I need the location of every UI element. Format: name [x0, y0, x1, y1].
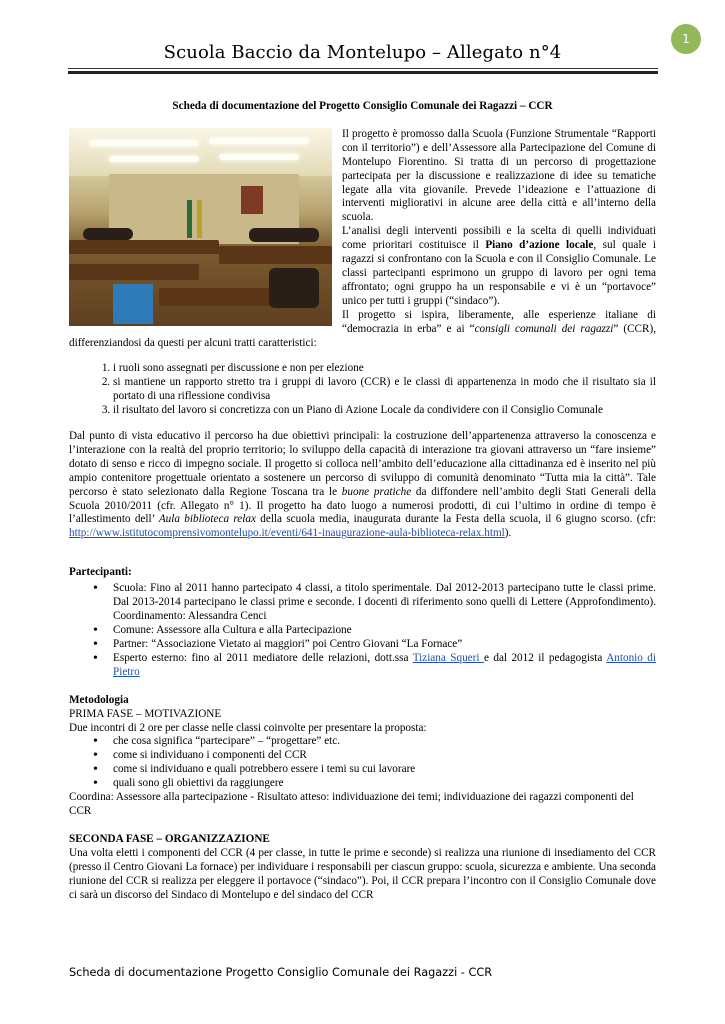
list-item: 1. i ruoli sono assegnati per discussione e non per elezione [113, 362, 656, 376]
list-item: • Partner: “Associazione Vietato ai maggiori” poi Centro Giovani “La Fornace” [113, 638, 656, 652]
header-rule-thin [68, 68, 658, 69]
antonio-di-pietro-link[interactable]: Antonio di Pietro [113, 651, 657, 678]
educational-paragraph: Dal punto di vista educativo il percorso ha due obiettivi principali: la costruzione dell’appartenenza attraverso la conoscenza e l’interazione con la realtà del proprio territorio; lo sviluppo della capacità di interazione tra giovani attraverso un “fare insieme” dotato di senso e ricco di impegno sociale. Il progetto si colloca nell’ambito dell’educazione alla cittadinanza ed è inserito nel più ampio contenitore progettuale orientato a sostenere un percorso di sviluppo di comunità denominato “Tutta mia la città”. Tale percorso è stato selezionato dalla Regione Toscana tra le buone pratiche da diffondere nell’ambito degli Stati Generali della Scuola 2010/2011 (cfr. Allegato n° 1). Il progetto ha dato luogo a numerosi prodotti, di cui l’ultimo in ordine di tempo è l’allestimento dell’ Aula biblioteca relax della scuola media, inaugurata durante la Festa della scuola, il 6 giugno scorso. (cfr: http://www.istitutocomprensivomontelupo.it/eventi/641-inaugurazione-aula-biblioteca-relax.html). [69, 430, 657, 540]
phase-2-title: SECONDA FASE – ORGANIZZAZIONE [69, 832, 270, 845]
features-list [69, 362, 656, 418]
intro-paragraph-2: L’analisi degli interventi possibili e la scelta di quelli individuati come prioritari costituisce il Piano d’azione locale, sul quale i ragazzi si confrontano con la Scuola e con il Consiglio Comunale. Le classi partecipanti esprimono un gruppo di lavoro per ogni tema affrontato; ogni gruppo ha un responsabile e vi è un “portavoce” unico per tutti i gruppi (“sindaco”). [342, 225, 656, 307]
list-item: • Esperto esterno: fino al 2011 mediatore delle relazioni, dott.ssa Tiziana Squeri e dal 2012 il pedagogista Antonio di Pietro [113, 652, 656, 680]
document-subtitle: Scheda di documentazione del Progetto Consiglio Comunale dei Ragazzi – CCR [172, 100, 553, 112]
methodology-heading: Metodologia [69, 693, 129, 706]
page-number-badge: 1 [671, 24, 701, 54]
council-meeting-photo [69, 128, 332, 326]
list-item: • Scuola: Fino al 2011 hanno partecipato 4 classi, a titolo sperimentale. Dal 2012-2013 partecipano tutte le classi prime. Dal 2013-2014 partecipano le classi prime e seconde. I docenti di riferimento sono quelli di Lettere (Approfondimento). Coordinamento: Alessandra Cenci [113, 582, 656, 624]
aula-biblioteca-link[interactable]: http://www.istitutocomprensivomontelupo.it/eventi/641-inaugurazione-aula-biblioteca-relax.html [69, 527, 505, 540]
phase-1-title: PRIMA FASE – MOTIVAZIONE [69, 707, 222, 720]
participants-heading: Partecipanti: [69, 566, 132, 579]
phase-1-intro: Due incontri di 2 ore per classe nelle classi coinvolte per presentare la proposta: [69, 721, 427, 734]
document-header-title: Scuola Baccio da Montelupo – Allegato n°4 [163, 42, 562, 63]
intro-paragraph-1: Il progetto è promosso dalla Scuola (Funzione Strumentale “Rapporti con il territorio”) e dell’Assessore alla Partecipazione del Comune di Montelupo Fiorentino. Si tratta di un percorso di progettazione partecipata per la discussione e realizzazione di idee su tematiche legate alla vita giovanile. Prevede l’ideazione e l’attuazione di interventi migliorativi in alcune aree della città e all’interno della scuola. [342, 127, 656, 224]
list-item: 2. si mantiene un rapporto stretto tra i gruppi di lavoro (CCR) e le classi di appartenenza in modo che il risultato sia il portato di una riflessione condivisa [113, 376, 656, 404]
list-item: 3. il risultato del lavoro si concretizza con un Piano di Azione Locale da condividere con il Consiglio Comunale [113, 404, 656, 418]
participants-list [69, 582, 656, 679]
list-item: • che cosa significa “partecipare” – “progettare” etc. [113, 735, 656, 749]
page-footer: Scheda di documentazione Progetto Consiglio Comunale dei Ragazzi - CCR [69, 966, 493, 979]
document-body [69, 100, 656, 902]
tiziana-squeri-link[interactable]: Tiziana Squeri [412, 651, 484, 664]
phase-1-coordination: Coordina: Assessore alla partecipazione - Risultato atteso: individuazione dei temi; individuazione dei ragazzi componenti del CCR [69, 791, 634, 817]
list-item: • come si individuano i componenti del CCR [113, 749, 656, 763]
header-rule-thick [68, 71, 658, 74]
list-item: • quali sono gli obiettivi da raggiungere [113, 777, 656, 791]
list-item: • come si individuano e quali potrebbero essere i temi su cui lavorare [113, 763, 656, 777]
intro-paragraph-3: Il progetto si ispira, liberamente, alle esperienze italiane di “democrazia in erba” e ai “consigli comunali dei ragazzi” (CCR), differenziandosi da questi per alcuni tratti caratteristici: [69, 308, 656, 349]
list-item: • Comune: Assessore alla Cultura e alla Partecipazione [113, 624, 656, 638]
phase-1-list [69, 735, 656, 791]
phase-2-text: Una volta eletti i componenti del CCR (4 per classe, in tutte le prime e seconde) si realizza una riunione di insediamento del CCR (presso il Centro Giovani La fornace) per individuare i responsabili per ciascun gruppo: scuola, sicurezza e ambiente. Una seconda riunione del CCR si realizza per eleggere il portavoce (“sindaco”). Poi, il CCR prepara l’incontro con il Consiglio Comunale dove ci sarà un discorso del Sindaco di Montelupo e del sindaco del CCR [69, 846, 656, 901]
